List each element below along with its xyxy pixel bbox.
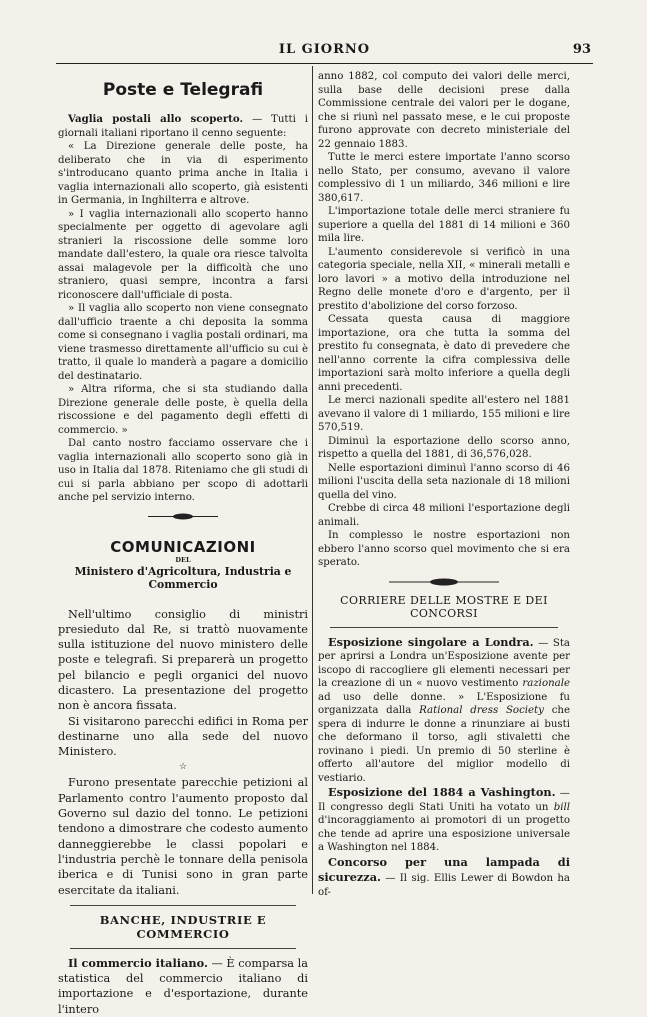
section-rule bbox=[330, 627, 558, 628]
header-rule bbox=[56, 63, 593, 64]
paragraph: Si visitarono parecchi edifici in Roma per destinarne uno alla sede del nuovo Ministero. bbox=[58, 714, 308, 759]
article-wash-text-b: d'incoraggiamento ai promotori di un progetto che tende ad aprire una esposizione universale a Washington nel 1884. bbox=[318, 815, 570, 853]
article-concorso bbox=[318, 855, 570, 900]
paragraph: Dal canto nostro facciamo osservare che i vaglia internazionali allo scoperto sono già in uso in Italia dal 1878. Riteniamo che gli studi di cui si parla abbiano per scopo di adottarli anche pel servizio interno. bbox=[58, 438, 308, 503]
section-subtitle-ministero: Ministero d'Agricoltura, Industria e Commercio bbox=[74, 564, 292, 591]
article-vaglia-lead bbox=[58, 113, 308, 140]
article-londra-italic: razionale bbox=[522, 678, 570, 689]
section-title-poste: Poste e Telegrafi bbox=[102, 80, 264, 100]
paragraph: Nell'ultimo consiglio di ministri presieduto dal Re, si trattò nuovamente sulla istituzione del nuovo ministero delle poste e telegrafi. Si preparerà un progetto pel bilancio e pegli organici del nuovo dicastero. La presentazione del progetto non è ancora fissata. bbox=[58, 607, 308, 713]
article-vaglia-intro: — Tutti i giornali italiani riportano il cenno seguente: bbox=[58, 114, 308, 139]
page-header bbox=[58, 42, 591, 62]
section-rule bbox=[70, 948, 296, 949]
article-wash-italic: bill bbox=[553, 801, 570, 813]
article-head-washington: Esposizione del 1884 a Vashington. bbox=[328, 785, 556, 799]
paragraph: Furono presentate parecchie petizioni al Parlamento contro l'aumento proposto dal Governo sul dazio del tonno. Le petizioni tendono a dimostrare che codesto aumento danneggierebbe le classi popolari e l'industria perchè le tonnare della penisola iberica e di Tunisi sono in gran parte esercitate da italiani. bbox=[58, 776, 308, 897]
section-title-comunicazioni: COMUNICAZIONI bbox=[110, 537, 256, 556]
article-commercio-lead bbox=[58, 956, 308, 1017]
article-commercio-text: — È comparsa la statistica del commercio italiano di importazione e d'esportazione, durante l'intero bbox=[58, 956, 309, 1016]
ornament-divider bbox=[389, 578, 499, 586]
paragraph: » Altra riforma, che si sta studiando dalla Direzione generale delle poste, è quella della riscossione e del pagamento degli effetti di commercio. » bbox=[58, 384, 308, 436]
left-column bbox=[58, 70, 308, 1017]
paragraph: Le merci nazionali spedite all'estero nel 1881 avevano il valore di 1 miliardo, 155 milioni e lire 570,519. bbox=[318, 395, 570, 433]
page-number: 93 bbox=[572, 42, 591, 57]
ornament-divider bbox=[148, 513, 218, 520]
paragraph: L'importazione totale delle merci straniere fu superiore a quella del 1881 di 14 milioni e 360 mila lire. bbox=[318, 206, 570, 244]
article-londra-text-c: che spera di indurre le donne a rinunziare ai busti che deformano il torso, agli stivaletti che rovinano i piedi. Un premio di 50 sterline è offerto all'autore del miglior modello di vestiario. bbox=[318, 705, 570, 784]
article-wash-text-a: — Il congresso degli Stati Uniti ha votato un bbox=[318, 788, 570, 813]
paragraph: Cessata questa causa di maggiore importazione, ora che tutta la somma del prestito fu consegnata, è dato di prevedere che nell'anno corrente la cifra complessiva delle importazioni sarà molto inferiore a quella degli anni precedenti. bbox=[318, 314, 570, 393]
paragraph: Tutte le merci estere importate l'anno scorso nello Stato, per consumo, avevano il valore complessivo di 1 un miliardo, 346 milioni e lire 380,617. bbox=[318, 152, 570, 204]
paragraph: Crebbe di circa 48 milioni l'esportazione degli animali. bbox=[318, 503, 570, 528]
section-title-del: DEL bbox=[175, 555, 191, 564]
article-head-vaglia: Vaglia postali allo scoperto. bbox=[68, 113, 244, 125]
paragraph: Nelle esportazioni diminuì l'anno scorso di 46 milioni l'uscita della seta nazionale di 18 milioni quella del vino. bbox=[318, 462, 570, 501]
paragraph: » I vaglia internazionali allo scoperto hanno specialmente per oggetto di agevolare agli stranieri la riscossione delle somme loro mandate dall'estero, la quale ora riesce talvolta assai malagevole per la difficoltà che uno straniero, quasi sempre, incontra a farsi riconoscere dall'ufficiale di posta. bbox=[58, 208, 308, 301]
paragraph: In complesso le nostre esportazioni non ebbero l'anno scorso quel movimento che si era sperato. bbox=[318, 530, 570, 568]
column-divider bbox=[312, 66, 313, 894]
article-londra bbox=[318, 635, 570, 786]
article-londra-italic2: Rational dress Society bbox=[419, 705, 544, 716]
journal-title: IL GIORNO bbox=[278, 42, 371, 57]
paragraph: » Il vaglia allo scoperto non viene consegnato dall'ufficio traente a chi deposita la somma come si consegnano i vaglia postali ordinari, ma viene trasmesso direttamente all'ufficio su cui è tratto, il quale lo manderà a pagare a domicilio del destinatario. bbox=[58, 303, 308, 382]
paragraph: « La Direzione generale delle poste, ha deliberato che in via di esperimento s'introducano quanto prima anche in Italia i vaglia internazionali allo scoperto, già esistenti in Germania, in Inghilterra e altrove. bbox=[58, 141, 308, 206]
article-head-commercio: Il commercio italiano. bbox=[68, 955, 208, 970]
paragraph: L'aumento considerevole si verificò in una categoria speciale, nella XII, « minerali metalli e loro lavori » a motivo della introduzione nel Regno delle monete d'oro e d'argento, per il prestito d'abolizione del corso forzoso. bbox=[318, 246, 570, 312]
article-concorso-text: — Il sig. Ellis Lewer di Bowdon ha of- bbox=[318, 873, 570, 898]
article-londra-text-a: — Sta per aprirsi a Londra un'Esposizione avente per iscopo di raccogliere gli elementi necessari per la creazione di un « nuovo vestimento bbox=[318, 637, 570, 689]
article-washington bbox=[318, 785, 570, 855]
star-icon: ☆ bbox=[178, 762, 188, 773]
section-rule bbox=[70, 905, 296, 906]
right-column bbox=[318, 70, 570, 899]
section-title-banche: BANCHE, INDUSTRIE E COMMERCIO bbox=[99, 912, 267, 941]
article-head-londra: Esposizione singolare a Londra. bbox=[328, 634, 534, 649]
article-head-concorso: Concorso per una lampada di sicurezza. bbox=[318, 854, 570, 884]
paragraph: anno 1882, col computo dei valori delle merci, sulla base delle decisioni prese dalla Commissione centrale dei valori per le dogane, che si riunì nel passato mese, e le cui proposte furono approvate con decreto ministeriale del 22 gennaio 1883. bbox=[318, 71, 570, 150]
section-title-corriere: CORRIERE DELLE MOSTRE E DEI CONCORSI bbox=[340, 593, 548, 620]
article-londra-text-b: ad uso delle donne. » L'Esposizione fu organizzata dalla bbox=[318, 691, 570, 716]
paragraph: Diminuì la esportazione dello scorso anno, rispetto a quella del 1881, di 36,576,028. bbox=[318, 435, 570, 460]
